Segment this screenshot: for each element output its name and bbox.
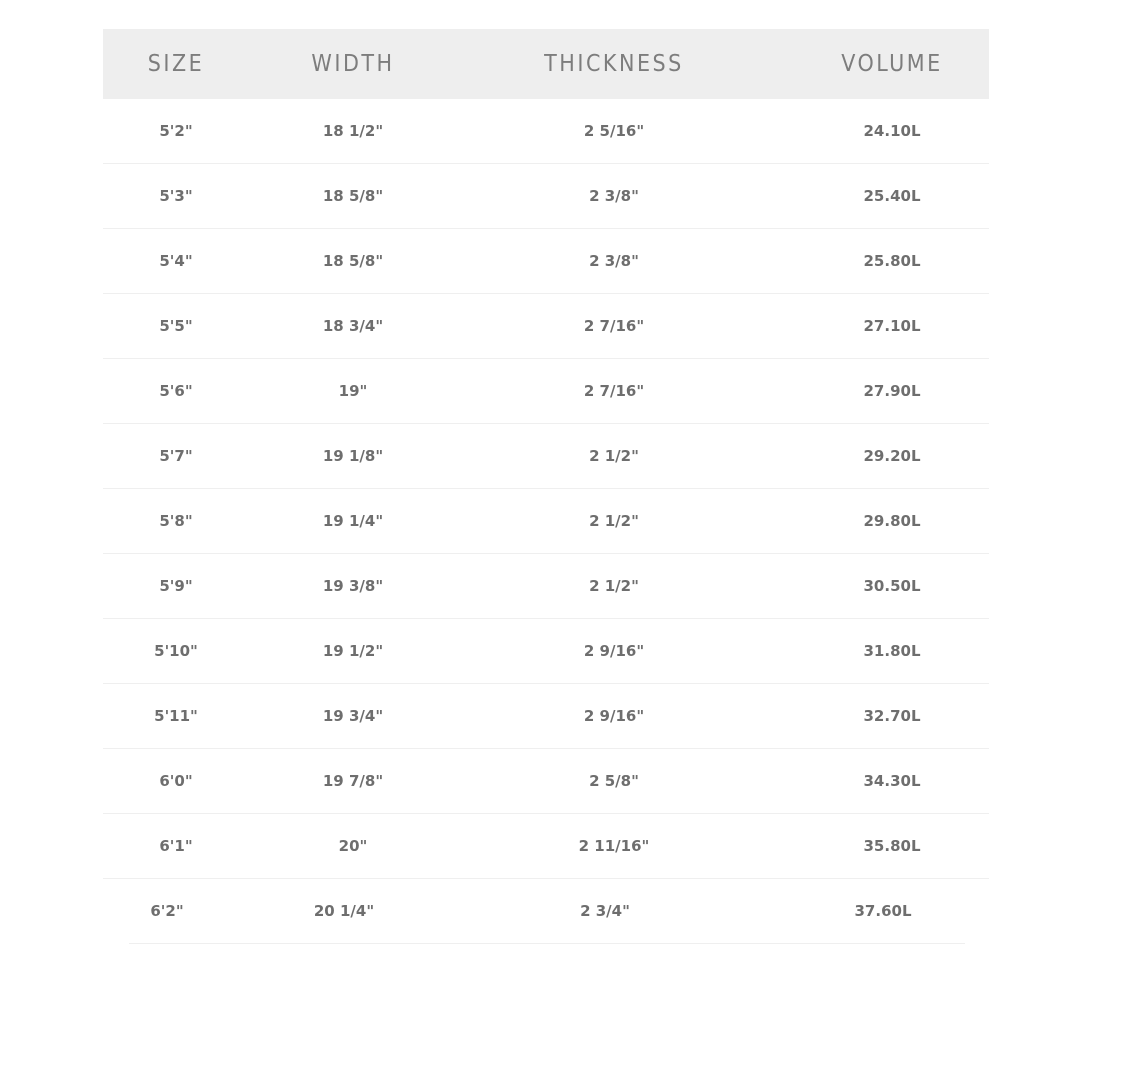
table-row — [103, 619, 989, 684]
volume-cell: 37.60L — [854, 902, 912, 920]
width-cell: 20" — [338, 837, 368, 855]
table-row — [103, 684, 989, 749]
table-row — [103, 424, 989, 489]
table-row — [103, 489, 989, 554]
width-cell: 20 1/4" — [313, 902, 375, 920]
size-cell: 6'1" — [159, 837, 193, 855]
table-row — [103, 294, 989, 359]
table-row — [103, 164, 989, 229]
header-width: WIDTH — [311, 51, 395, 77]
thickness-cell: 2 1/2" — [589, 447, 639, 465]
volume-cell: 34.30L — [863, 772, 921, 790]
thickness-cell: 2 1/2" — [589, 577, 639, 595]
table-row — [103, 359, 989, 424]
size-cell: 6'0" — [159, 772, 193, 790]
thickness-cell: 2 5/8" — [589, 772, 639, 790]
width-cell: 19" — [338, 382, 368, 400]
volume-cell: 25.80L — [863, 252, 921, 270]
volume-cell: 30.50L — [863, 577, 921, 595]
width-cell: 19 1/4" — [322, 512, 384, 530]
table-row — [103, 749, 989, 814]
width-cell: 19 1/2" — [322, 642, 384, 660]
table-header-row — [103, 29, 989, 99]
volume-cell: 27.10L — [863, 317, 921, 335]
header-volume: VOLUME — [841, 51, 943, 77]
size-cell: 5'8" — [159, 512, 193, 530]
volume-cell: 31.80L — [863, 642, 921, 660]
thickness-cell: 2 1/2" — [589, 512, 639, 530]
thickness-cell: 2 3/8" — [589, 252, 639, 270]
width-cell: 19 7/8" — [322, 772, 384, 790]
thickness-cell: 2 11/16" — [578, 837, 650, 855]
width-cell: 18 5/8" — [322, 252, 384, 270]
width-cell: 18 3/4" — [322, 317, 384, 335]
table-row — [103, 814, 989, 879]
width-cell: 19 1/8" — [322, 447, 384, 465]
size-cell: 5'11" — [154, 707, 198, 725]
volume-cell: 24.10L — [863, 122, 921, 140]
volume-cell: 32.70L — [863, 707, 921, 725]
size-cell: 5'2" — [159, 122, 193, 140]
volume-cell: 29.20L — [863, 447, 921, 465]
thickness-cell: 2 3/8" — [589, 187, 639, 205]
size-cell: 5'4" — [159, 252, 193, 270]
width-cell: 19 3/4" — [322, 707, 384, 725]
volume-cell: 27.90L — [863, 382, 921, 400]
thickness-cell: 2 9/16" — [583, 707, 645, 725]
thickness-cell: 2 7/16" — [583, 317, 645, 335]
size-cell: 5'5" — [159, 317, 193, 335]
header-thickness: THICKNESS — [544, 51, 684, 77]
table-row — [129, 879, 965, 944]
thickness-cell: 2 5/16" — [583, 122, 645, 140]
table-row — [103, 554, 989, 619]
volume-cell: 35.80L — [863, 837, 921, 855]
size-chart-table — [103, 29, 989, 920]
width-cell: 19 3/8" — [322, 577, 384, 595]
table-row — [103, 99, 989, 164]
volume-cell: 29.80L — [863, 512, 921, 530]
width-cell: 18 5/8" — [322, 187, 384, 205]
size-cell: 5'9" — [159, 577, 193, 595]
table-row — [103, 229, 989, 294]
size-cell: 5'3" — [159, 187, 193, 205]
volume-cell: 25.40L — [863, 187, 921, 205]
size-cell: 5'10" — [154, 642, 198, 660]
size-cell: 5'7" — [159, 447, 193, 465]
width-cell: 18 1/2" — [322, 122, 384, 140]
size-cell: 6'2" — [150, 902, 184, 920]
size-cell: 5'6" — [159, 382, 193, 400]
thickness-cell: 2 3/4" — [580, 902, 630, 920]
header-size: SIZE — [147, 51, 205, 77]
thickness-cell: 2 9/16" — [583, 642, 645, 660]
thickness-cell: 2 7/16" — [583, 382, 645, 400]
